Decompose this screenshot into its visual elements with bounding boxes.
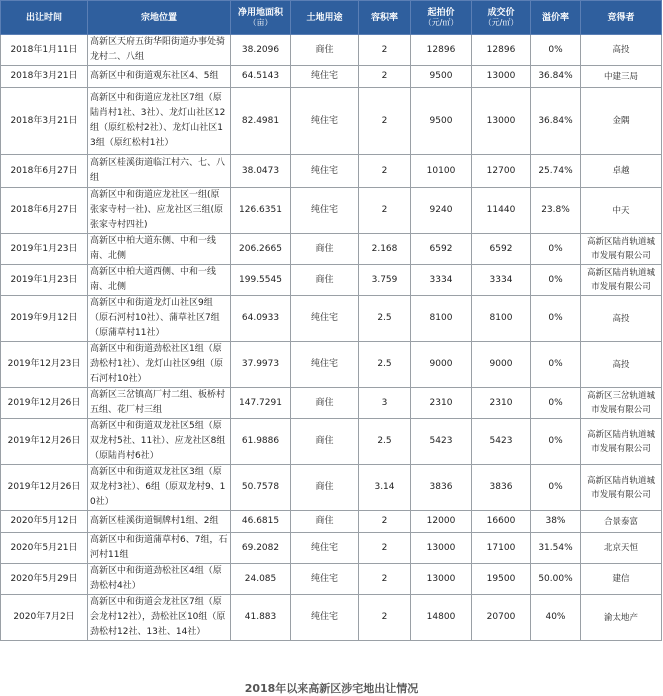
table-row — [1, 595, 662, 641]
cell-premium: 31.54% — [531, 533, 581, 564]
header-start-unit: （元/㎡） — [423, 17, 459, 27]
table-row — [1, 419, 662, 465]
cell-date: 2019年12月26日 — [1, 465, 88, 511]
cell-far: 2 — [359, 155, 411, 188]
cell-area: 46.6815 — [231, 511, 291, 533]
cell-premium: 36.84% — [531, 66, 581, 88]
cell-premium: 25.74% — [531, 155, 581, 188]
cell-far: 2.5 — [359, 296, 411, 342]
cell-deal-price: 9000 — [472, 342, 531, 388]
cell-date: 2018年6月27日 — [1, 155, 88, 188]
cell-area: 64.5143 — [231, 66, 291, 88]
cell-far: 2 — [359, 533, 411, 564]
cell-far: 2.168 — [359, 234, 411, 265]
cell-use: 商住 — [291, 35, 359, 66]
cell-deal-price: 12700 — [472, 155, 531, 188]
cell-deal-price: 13000 — [472, 66, 531, 88]
cell-winner: 中天 — [581, 188, 662, 234]
table-row — [1, 564, 662, 595]
cell-winner: 建信 — [581, 564, 662, 595]
table-row — [1, 234, 662, 265]
cell-deal-price: 19500 — [472, 564, 531, 595]
cell-area: 50.7578 — [231, 465, 291, 511]
cell-winner: 渝太地产 — [581, 595, 662, 641]
cell-use: 商住 — [291, 511, 359, 533]
cell-use: 纯住宅 — [291, 564, 359, 595]
cell-start-price: 10100 — [411, 155, 472, 188]
header-start-label: 起拍价 — [427, 7, 455, 18]
cell-deal-price: 3836 — [472, 465, 531, 511]
cell-date: 2019年12月23日 — [1, 342, 88, 388]
cell-start-price: 8100 — [411, 296, 472, 342]
table-row — [1, 35, 662, 66]
cell-winner: 高投 — [581, 342, 662, 388]
cell-winner: 中建三局 — [581, 66, 662, 88]
cell-area: 61.9886 — [231, 419, 291, 465]
cell-premium: 0% — [531, 465, 581, 511]
header-premium: 溢价率 — [531, 1, 581, 35]
cell-date: 2019年1月23日 — [1, 234, 88, 265]
cell-premium: 38% — [531, 511, 581, 533]
cell-date: 2019年12月26日 — [1, 419, 88, 465]
cell-winner: 高新区陆肖轨道城市发展有限公司 — [581, 265, 662, 296]
cell-use: 纯住宅 — [291, 296, 359, 342]
cell-use: 纯住宅 — [291, 66, 359, 88]
cell-winner: 高新区陆肖轨道城市发展有限公司 — [581, 465, 662, 511]
header-area — [231, 1, 291, 35]
header-deal-price — [472, 1, 531, 35]
cell-start-price: 9240 — [411, 188, 472, 234]
cell-use: 商住 — [291, 388, 359, 419]
cell-winner: 高投 — [581, 35, 662, 66]
header-location: 宗地位置 — [88, 1, 231, 35]
cell-area: 147.7291 — [231, 388, 291, 419]
cell-location: 高新区中和街道龙灯山社区9组（原石河村10社）、蒲草社区7组（原蒲草村11社） — [88, 296, 231, 342]
cell-start-price: 9000 — [411, 342, 472, 388]
cell-area: 37.9973 — [231, 342, 291, 388]
cell-use: 纯住宅 — [291, 155, 359, 188]
cell-far: 2 — [359, 88, 411, 155]
cell-date: 2019年1月23日 — [1, 265, 88, 296]
cell-premium: 36.84% — [531, 88, 581, 155]
header-row — [1, 1, 662, 35]
cell-date: 2019年12月26日 — [1, 388, 88, 419]
cell-location: 高新区中和街道应龙社区7组（原陆肖村1社、3社）、龙灯山社区12组（原红松村2社）、龙灯山社区13组（原红松村1社） — [88, 88, 231, 155]
cell-start-price: 13000 — [411, 533, 472, 564]
cell-location: 高新区桂溪街道临江村六、七、八组 — [88, 155, 231, 188]
cell-use: 商住 — [291, 234, 359, 265]
table-row — [1, 88, 662, 155]
cell-location: 高新区中和街道观东社区4、5组 — [88, 66, 231, 88]
table-row — [1, 511, 662, 533]
cell-start-price: 5423 — [411, 419, 472, 465]
cell-use: 纯住宅 — [291, 88, 359, 155]
cell-premium: 0% — [531, 265, 581, 296]
cell-premium: 0% — [531, 296, 581, 342]
cell-deal-price: 8100 — [472, 296, 531, 342]
table-row — [1, 388, 662, 419]
cell-date: 2018年1月11日 — [1, 35, 88, 66]
cell-far: 2 — [359, 595, 411, 641]
cell-area: 41.883 — [231, 595, 291, 641]
cell-premium: 0% — [531, 419, 581, 465]
cell-use: 纯住宅 — [291, 188, 359, 234]
cell-deal-price: 2310 — [472, 388, 531, 419]
cell-location: 高新区中和街道应龙社区一组(原张家寺村一社)、应龙社区三组(原张家寺村四社) — [88, 188, 231, 234]
header-area-label: 净用地面积 — [237, 7, 283, 18]
cell-start-price: 9500 — [411, 66, 472, 88]
table-row — [1, 188, 662, 234]
cell-deal-price: 12896 — [472, 35, 531, 66]
cell-start-price: 6592 — [411, 234, 472, 265]
cell-deal-price: 17100 — [472, 533, 531, 564]
cell-far: 3 — [359, 388, 411, 419]
table-row — [1, 66, 662, 88]
cell-date: 2020年5月21日 — [1, 533, 88, 564]
cell-area: 199.5545 — [231, 265, 291, 296]
cell-winner: 北京天恒 — [581, 533, 662, 564]
cell-start-price: 2310 — [411, 388, 472, 419]
header-start-price — [411, 1, 472, 35]
cell-winner: 金隅 — [581, 88, 662, 155]
cell-location: 高新区中和街道蒲草村6、7组，石河村11组 — [88, 533, 231, 564]
cell-premium: 0% — [531, 342, 581, 388]
cell-location: 高新区三岔镇高厂村二组、板桥村五组、花厂村三组 — [88, 388, 231, 419]
cell-area: 82.4981 — [231, 88, 291, 155]
cell-far: 3.14 — [359, 465, 411, 511]
cell-deal-price: 3334 — [472, 265, 531, 296]
table-row — [1, 296, 662, 342]
cell-area: 38.0473 — [231, 155, 291, 188]
cell-location: 高新区桂溪街道铜牌村1组、2组 — [88, 511, 231, 533]
cell-winner: 高新区三岔轨道城市发展有限公司 — [581, 388, 662, 419]
cell-area: 69.2082 — [231, 533, 291, 564]
cell-deal-price: 16600 — [472, 511, 531, 533]
table-caption: 2018年以来高新区涉宅地出让情况 — [244, 682, 419, 695]
cell-far: 2 — [359, 564, 411, 595]
cell-date: 2020年7月2日 — [1, 595, 88, 641]
cell-date: 2018年6月27日 — [1, 188, 88, 234]
cell-winner: 高新区陆肖轨道城市发展有限公司 — [581, 419, 662, 465]
cell-winner: 卓越 — [581, 155, 662, 188]
cell-date: 2019年9月12日 — [1, 296, 88, 342]
cell-area: 38.2096 — [231, 35, 291, 66]
cell-premium: 23.8% — [531, 188, 581, 234]
cell-area: 126.6351 — [231, 188, 291, 234]
cell-far: 2 — [359, 511, 411, 533]
table-row — [1, 155, 662, 188]
cell-use: 商住 — [291, 265, 359, 296]
cell-premium: 0% — [531, 35, 581, 66]
table-row — [1, 342, 662, 388]
cell-use: 商住 — [291, 465, 359, 511]
cell-far: 2 — [359, 188, 411, 234]
cell-deal-price: 5423 — [472, 419, 531, 465]
cell-start-price: 12896 — [411, 35, 472, 66]
cell-deal-price: 13000 — [472, 88, 531, 155]
cell-use: 纯住宅 — [291, 342, 359, 388]
cell-start-price: 14800 — [411, 595, 472, 641]
cell-location: 高新区天府五街华阳街道办事处骑龙村二、八组 — [88, 35, 231, 66]
cell-far: 2 — [359, 66, 411, 88]
cell-deal-price: 20700 — [472, 595, 531, 641]
cell-premium: 50.00% — [531, 564, 581, 595]
cell-location: 高新区中柏大道东侧、中和一线南、北侧 — [88, 234, 231, 265]
cell-date: 2020年5月12日 — [1, 511, 88, 533]
cell-area: 24.085 — [231, 564, 291, 595]
cell-date: 2018年3月21日 — [1, 66, 88, 88]
header-deal-unit: （元/㎡） — [483, 17, 519, 27]
cell-winner: 合景泰富 — [581, 511, 662, 533]
cell-far: 3.759 — [359, 265, 411, 296]
header-far: 容积率 — [359, 1, 411, 35]
cell-deal-price: 6592 — [472, 234, 531, 265]
cell-area: 206.2665 — [231, 234, 291, 265]
header-area-unit: （亩） — [248, 17, 273, 27]
cell-use: 商住 — [291, 419, 359, 465]
cell-location: 高新区中和街道劲松社区1组（原劲松村1社）、龙灯山社区9组（原石河村10社） — [88, 342, 231, 388]
cell-premium: 0% — [531, 234, 581, 265]
cell-area: 64.0933 — [231, 296, 291, 342]
cell-location: 高新区中和街道双龙社区5组（原双龙村5社、11社）、应龙社区8组（原陆肖村6社） — [88, 419, 231, 465]
cell-premium: 0% — [531, 388, 581, 419]
cell-location: 高新区中和街道会龙社区7组（原会龙村12社），劲松社区10组（原劲松村12社、13社、14社） — [88, 595, 231, 641]
cell-far: 2.5 — [359, 342, 411, 388]
header-winner: 竞得者 — [581, 1, 662, 35]
cell-location: 高新区中和街道双龙社区3组（原双龙村3社）、6组（原双龙村9、10社） — [88, 465, 231, 511]
cell-winner: 高投 — [581, 296, 662, 342]
cell-location: 高新区中和街道劲松社区4组（原劲松村4社） — [88, 564, 231, 595]
cell-premium: 40% — [531, 595, 581, 641]
table-row — [1, 533, 662, 564]
header-use: 土地用途 — [291, 1, 359, 35]
cell-use: 纯住宅 — [291, 533, 359, 564]
table-row — [1, 265, 662, 296]
table-body — [1, 35, 662, 641]
cell-start-price: 3334 — [411, 265, 472, 296]
cell-location: 高新区中柏大道西侧、中和一线南、北侧 — [88, 265, 231, 296]
cell-far: 2.5 — [359, 419, 411, 465]
cell-far: 2 — [359, 35, 411, 66]
header-date: 出让时间 — [1, 1, 88, 35]
cell-start-price: 13000 — [411, 564, 472, 595]
cell-start-price: 3836 — [411, 465, 472, 511]
cell-date: 2020年5月29日 — [1, 564, 88, 595]
cell-use: 纯住宅 — [291, 595, 359, 641]
header-deal-label: 成交价 — [487, 7, 515, 18]
cell-start-price: 12000 — [411, 511, 472, 533]
cell-date: 2018年3月21日 — [1, 88, 88, 155]
cell-deal-price: 11440 — [472, 188, 531, 234]
cell-winner: 高新区陆肖轨道城市发展有限公司 — [581, 234, 662, 265]
table-row — [1, 465, 662, 511]
cell-start-price: 9500 — [411, 88, 472, 155]
